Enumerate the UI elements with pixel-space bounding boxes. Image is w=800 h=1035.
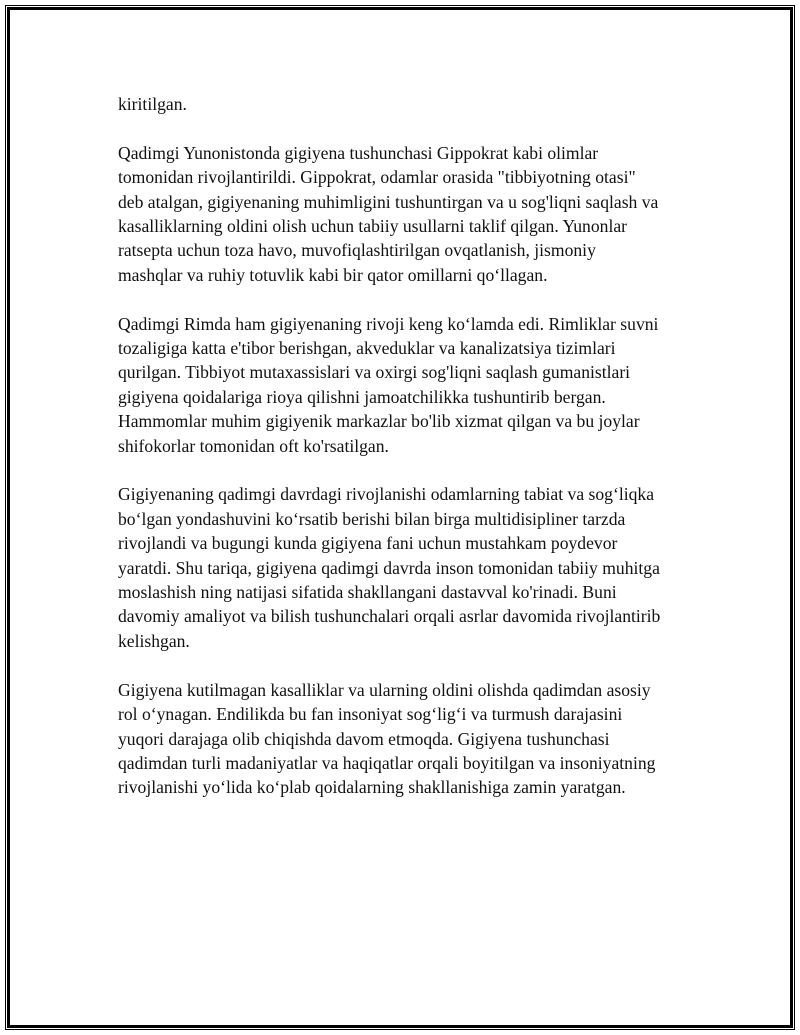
paragraph-development bbox=[118, 482, 693, 653]
text-line: deb atalgan, gigiyenaning muhimligini tushuntirgan va u sog'liqni saqlash va bbox=[118, 191, 659, 212]
text-line: shifokorlar tomonidan oft ko'rsatilgan. bbox=[118, 435, 389, 456]
text-line: tomonidan rivojlantirildi. Gippokrat, odamlar orasida "tibbiyotning otasi" bbox=[118, 167, 636, 188]
text-line: yaratdi. Shu tariqa, gigiyena qadimgi davrda inson tomonidan tabiiy muhitga bbox=[118, 557, 660, 578]
paragraph-continuation bbox=[118, 92, 693, 116]
text-line: rol o‘ynagan. Endilikda bu fan insoniyat sog‘lig‘i va turmush darajasini bbox=[118, 704, 623, 725]
document-body bbox=[118, 92, 693, 824]
text-line: tozaligiga katta e'tibor berishgan, akveduklar va kanalizatsiya tizimlari bbox=[118, 338, 616, 359]
paragraph-ancient-rome bbox=[118, 312, 693, 458]
text-line: Qadimgi Rimda ham gigiyenaning rivoji keng ko‘lamda edi. Rimliklar suvni bbox=[118, 313, 659, 334]
text-line: rivojlandi va bugungi kunda gigiyena fani uchun mustahkam poydevor bbox=[118, 533, 618, 554]
text-line: mashqlar va ruhiy totuvlik kabi bir qator omillarni qo‘llagan. bbox=[118, 264, 548, 285]
text-line: qurilgan. Tibbiyot mutaxassislari va oxirgi sog'liqni saqlash gumanistlari bbox=[118, 362, 631, 383]
text-line: moslashish ning natijasi sifatida shakllangani dastavval ko'rinadi. Buni bbox=[118, 582, 617, 603]
text-line: kasalliklarning oldini olish uchun tabiiy usullarni taklif qilgan. Yunonlar bbox=[118, 216, 627, 237]
text-line: ratsepta uchun toza havo, muvofiqlashtirilgan ovqatlanish, jismoniy bbox=[118, 240, 596, 261]
text-line: yuqori darajaga olib chiqishda davom etmoqda. Gigiyena tushunchasi bbox=[118, 728, 610, 749]
text-line: davomiy amaliyot va bilish tushunchalari orqali asrlar davomida rivojlantirib bbox=[118, 606, 661, 627]
text-line: Gigiyena kutilmagan kasalliklar va ularning oldini olishda qadimdan asosiy bbox=[118, 679, 651, 700]
paragraph-conclusion bbox=[118, 678, 693, 800]
text-line: kiritilgan. bbox=[118, 94, 187, 114]
text-line: qadimdan turli madaniyatlar va haqiqatlar orqali boyitilgan va insoniyatning bbox=[118, 752, 656, 773]
text-line: Qadimgi Yunonistonda gigiyena tushunchasi Gippokrat kabi olimlar bbox=[118, 142, 599, 163]
paragraph-ancient-greece bbox=[118, 141, 693, 287]
text-line: rivojlanishi yo‘lida ko‘plab qoidalarning shakllanishiga zamin yaratgan. bbox=[118, 777, 626, 798]
text-line: bo‘lgan yondashuvini ko‘rsatib berishi bilan birga multidisipliner tarzda bbox=[118, 508, 626, 529]
text-line: gigiyena qoidalariga rioya qilishni jamoatchilikka tushuntirib bergan. bbox=[118, 386, 606, 407]
text-line: Hammomlar muhim gigiyenik markazlar bo'lib xizmat qilgan va bu joylar bbox=[118, 411, 640, 432]
text-line: kelishgan. bbox=[118, 630, 190, 651]
text-line: Gigiyenaning qadimgi davrdagi rivojlanishi odamlarning tabiat va sog‘liqka bbox=[118, 484, 654, 505]
